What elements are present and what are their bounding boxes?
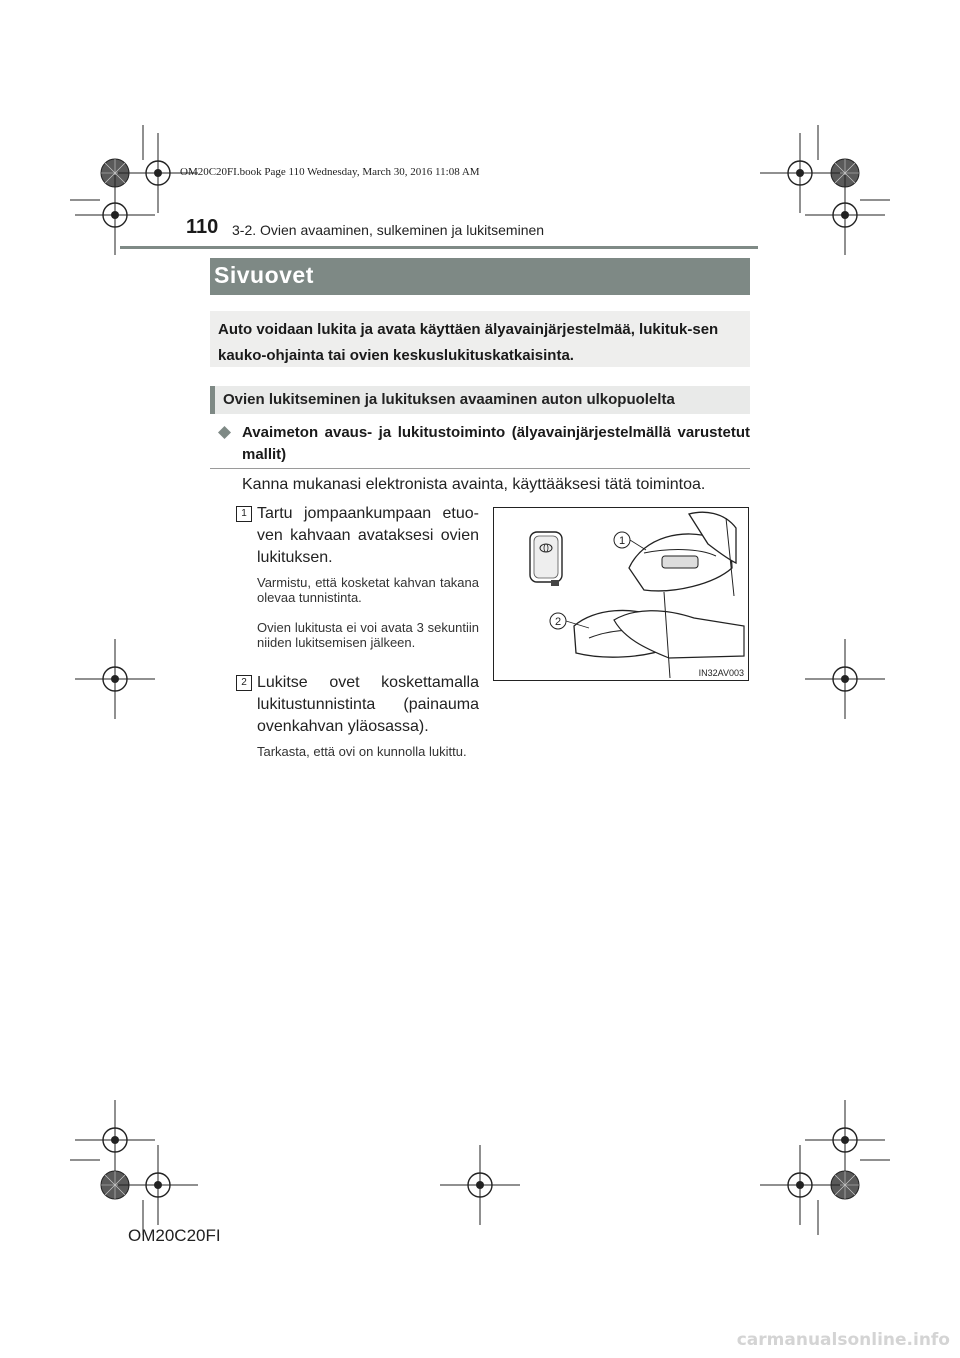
step-2-note-1: Tarkasta, että ovi on kunnolla lukittu. (257, 744, 467, 759)
intro-box (210, 311, 750, 367)
step-1-note-2: Ovien lukitusta ei voi avata 3 sekuntiin niiden lukitsemisen jälkeen. (257, 620, 479, 650)
subsection-bar (210, 386, 750, 414)
intro-text: Auto voidaan lukita ja avata käyttäen älyavainjärjestelmää, lukituk-sen kauko-ohjainta tai ovien keskuslukituskatkaisinta. (218, 321, 719, 364)
crosshair-mark (805, 175, 885, 255)
step-1-note-1: Varmistu, että kosketat kahvan takana olevaa tunnistinta. (257, 575, 479, 605)
feature-heading-text: Avaimeton avaus- ja lukitustoiminto (älyavainjärjestelmällä varustetut mallit) (242, 424, 750, 463)
heading-rule (210, 468, 750, 469)
crosshair-mark (440, 1145, 520, 1225)
illustration-figure (493, 507, 749, 681)
crosshair-mark (805, 1100, 885, 1180)
watermark: carmanualsonline.info (736, 1330, 950, 1350)
section-path: 3-2. Ovien avaaminen, sulkeminen ja lukitseminen (232, 222, 545, 238)
page-title: Sivuovet (214, 262, 314, 288)
figure-callout-1: 1 (618, 535, 626, 547)
book-info: OM20C20FI.book Page 110 Wednesday, March 30, 2016 11:08 AM (180, 166, 480, 178)
page-number: 110 (186, 216, 219, 238)
diamond-bullet-icon (218, 426, 231, 439)
crosshair-mark (75, 175, 155, 255)
crosshair-mark (760, 1145, 840, 1225)
subsection-title: Ovien lukitseminen ja lukituksen avaaminen auton ulkopuolelta (223, 391, 675, 408)
title-bar (210, 258, 750, 295)
step-2-text: Lukitse ovet koskettamalla lukitustunnistinta (painauma ovenkahvan yläosassa). (257, 674, 479, 735)
door-handle-illustration (494, 508, 748, 680)
figure-callout-2: 2 (554, 616, 562, 628)
figure-code: IN32AV003 (698, 668, 744, 678)
step-1-text: Tartu jompaankumpaan etuo-ven kahvaan avataksesi ovien lukituksen. (257, 505, 479, 566)
feature-heading (218, 422, 750, 466)
step-number-2: 2 (236, 675, 252, 691)
header-rule (120, 246, 758, 249)
smart-key-icon (530, 532, 562, 586)
crosshair-mark (118, 1145, 198, 1225)
crosshair-mark (75, 1100, 155, 1180)
crosshair-mark (805, 639, 885, 719)
crosshair-mark (75, 639, 155, 719)
step-number-1: 1 (236, 506, 252, 522)
crosshair-mark (760, 133, 840, 213)
footer-code: OM20C20FI (128, 1226, 221, 1245)
lead-text: Kanna mukanasi elektronista avainta, käyttääksesi tätä toimintoa. (242, 476, 706, 493)
